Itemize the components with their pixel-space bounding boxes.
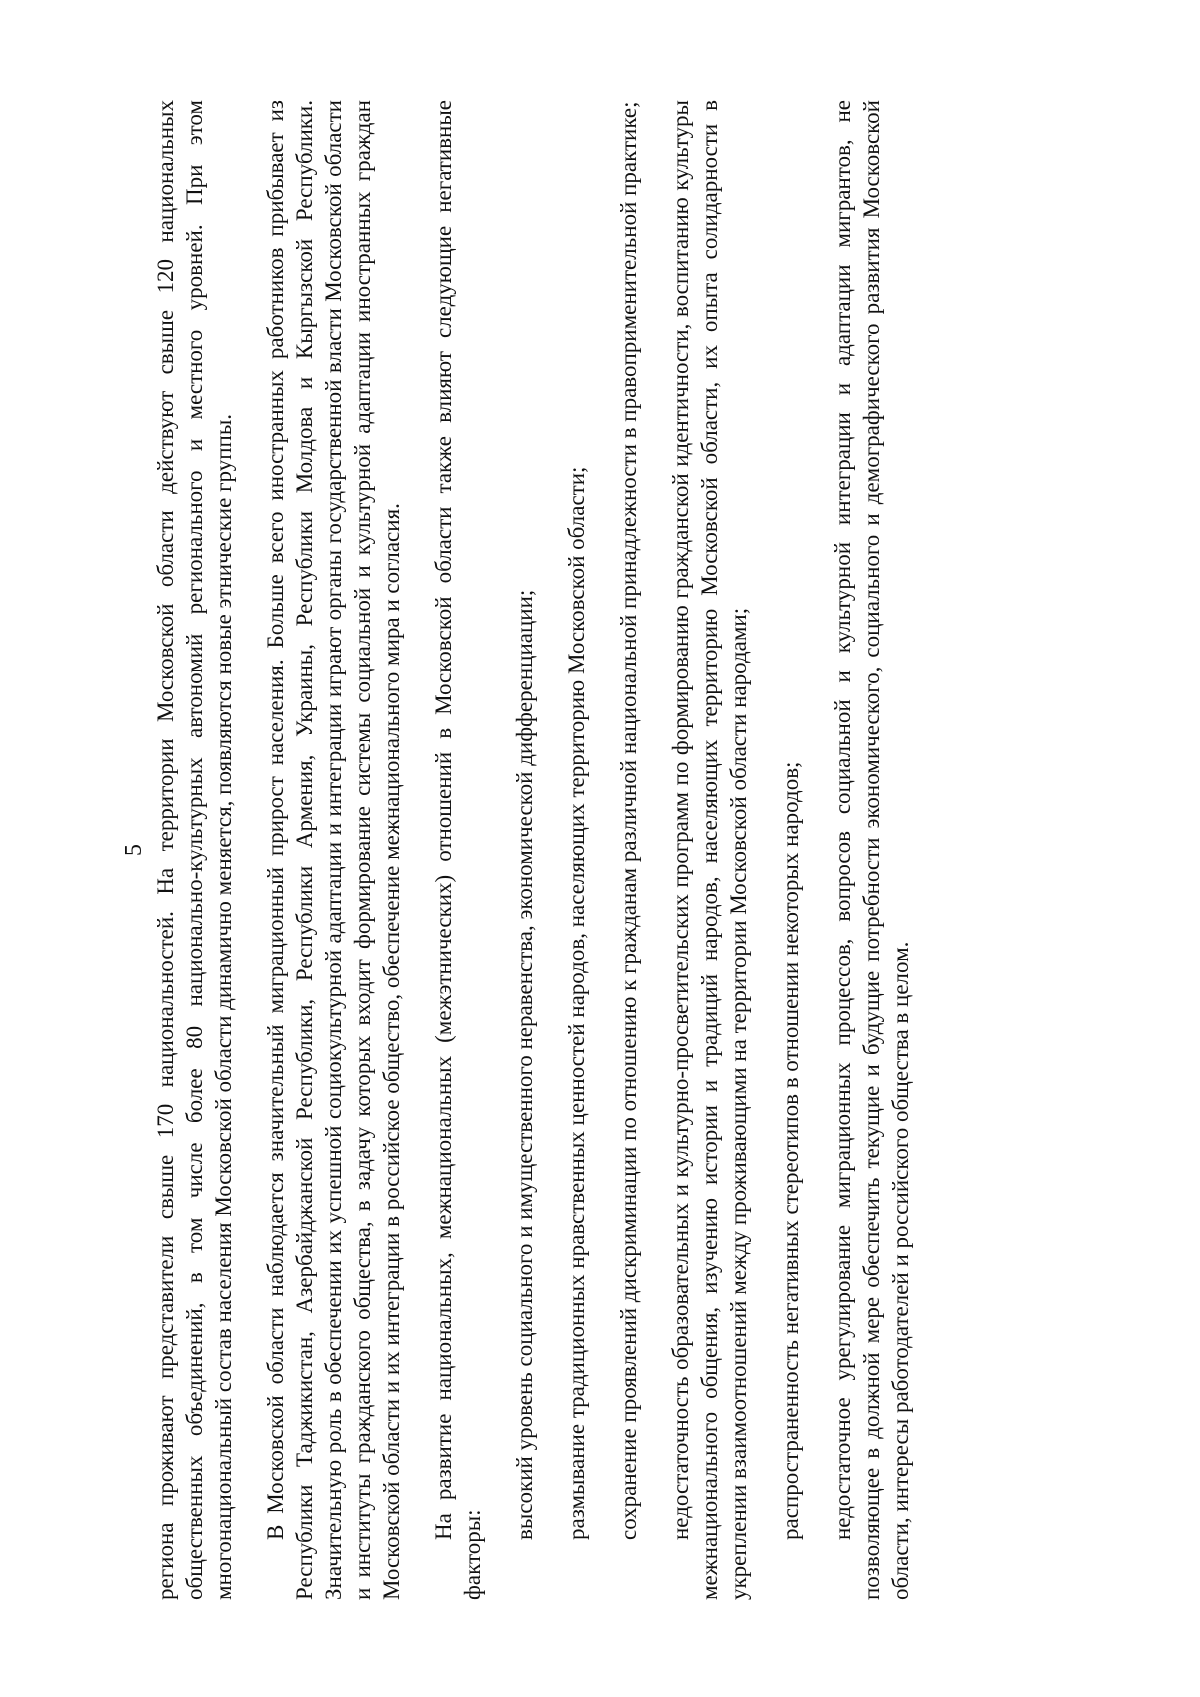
rotated-text-block <box>120 100 1080 1600</box>
page-number: 5 <box>121 844 147 856</box>
paragraph-7: недостаточность образовательных и культурно-просветительских программ по формированию гражданской идентичности, воспитанию культуры межнационального общения, изучению истории и традиций народов, населяющих территорию Московской области, их опыта солидарности в укреплении взаимоотношений между проживающими на территории Московской области народами; <box>668 100 751 1600</box>
paragraph-9: недостаточное урегулирование миграционных процессов, вопросов социальной и культурной интеграции и адаптации мигрантов, не позволяющее в должной мере обеспечить текущие и будущие потребности экономического, социального и демографического развития Московской области, интересы работодателей и российского общества в целом. <box>830 100 913 1600</box>
paragraph-8: распространенность негативных стереотипов в отношении некоторых народов; <box>778 761 803 1540</box>
paragraph-6: сохранение проявлений дискриминации по отношению к гражданам различной национальной принадлежности в правоприменительной практике; <box>616 101 641 1540</box>
paragraph-3: На развитие национальных, межнациональных (межэтнических) отношений в Московской области также влияют следующие негативные факторы: <box>431 100 485 1600</box>
paragraph-4: высокий уровень социального и имущественного неравенства, экономической дифференциации; <box>512 589 537 1540</box>
paragraph-1: региона проживают представители свыше 170 национальностей. На территории Московской области действуют свыше 120 национальных общественных объединений, в том числе более 80 национально-культурных автономий регионального и местного уровней. При этом многонациональный состав населения Московской области динамично меняется, появляются новые этнические группы. <box>153 100 236 1600</box>
paragraph-2: В Московской области наблюдается значительный миграционный прирост населения. Больше всего иностранных работников прибывает из Республики Таджикистан, Азербайджанской Республики, Республики Армения, Украины, Республики Молдова и Кыргызской Республики. Значительную роль в обеспечении их успешной социокультурной адаптации и интеграции играют органы государственной власти Московской области и институты гражданского общества, в задачу которых входит формирование системы социальной и культурной адаптации иностранных граждан Московской области и их интеграции в российское общество, обеспечение межнационального мира и согласия. <box>263 100 404 1600</box>
paragraph-5: размывание традиционных нравственных ценностей народов, населяющих территорию Московской области; <box>564 466 589 1540</box>
